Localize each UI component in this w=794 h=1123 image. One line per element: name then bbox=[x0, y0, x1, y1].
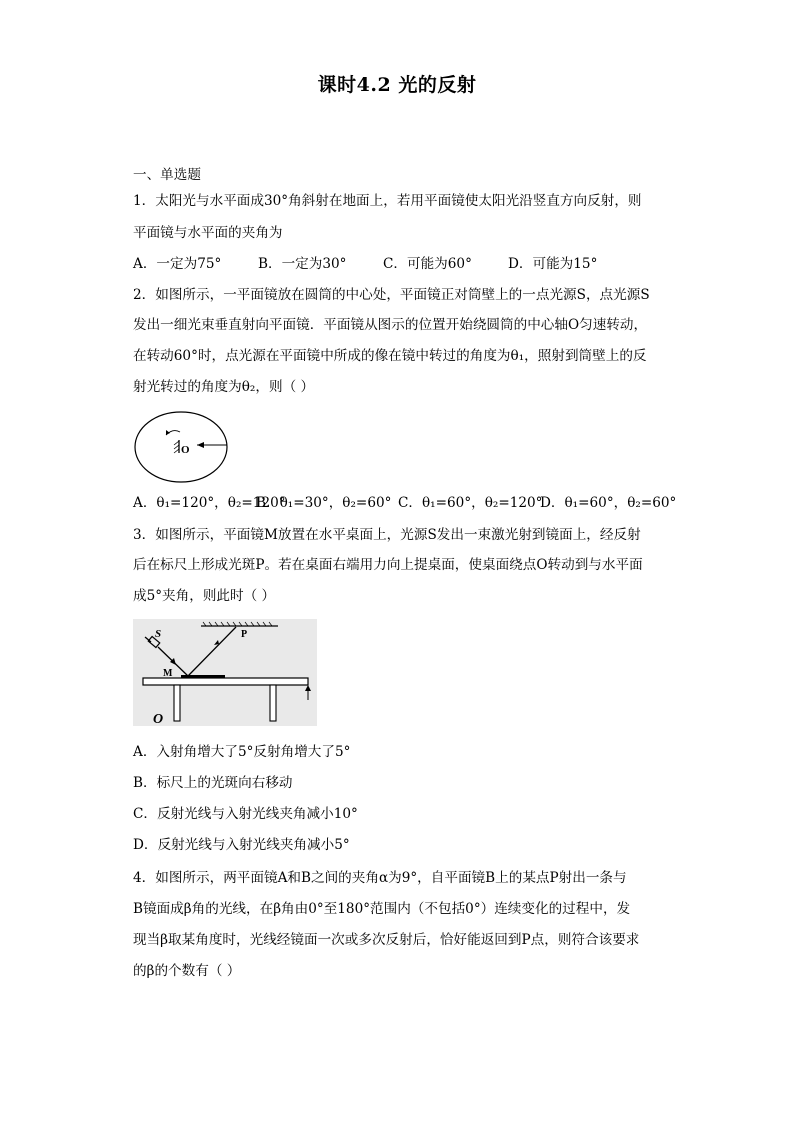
q1-line2: 平面镜与水平面的夹角为 bbox=[133, 225, 283, 241]
q4-line4: 的β的个数有（ ） bbox=[133, 963, 241, 979]
figure2-label-p: P bbox=[241, 629, 248, 640]
q3-option-c: C．反射光线与入射光线夹角减小10° bbox=[133, 806, 358, 822]
q1-line1: 1．太阳光与水平面成30°角斜射在地面上，若用平面镜使太阳光沿竖直方向反射，则 bbox=[133, 193, 642, 209]
q2-options bbox=[133, 494, 676, 512]
q2-option-b: B．θ₁=30°，θ₂=60° bbox=[256, 495, 392, 511]
q3-line3: 成5°夹角，则此时（ ） bbox=[133, 588, 276, 604]
figure2-label-s: S bbox=[155, 628, 162, 640]
figure2-label-m: M bbox=[163, 668, 173, 679]
section-heading: 一、单选题 bbox=[133, 167, 201, 183]
q1-option-b: B．一定为30° bbox=[258, 256, 347, 272]
q3-option-d: D．反射光线与入射光线夹角减小5° bbox=[133, 837, 350, 853]
figure2-label-o: O bbox=[153, 712, 164, 726]
q2-option-c: C．θ₁=60°，θ₂=120° bbox=[398, 495, 543, 511]
q2-line4: 射光转过的角度为θ₂，则（ ） bbox=[133, 379, 315, 395]
q1-option-d: D．可能为15° bbox=[508, 256, 598, 272]
table-mirror-figure bbox=[133, 619, 317, 726]
q4-line1: 4．如图所示，两平面镜A和B之间的夹角α为9°，自平面镜B上的某点P射出一条与 bbox=[133, 870, 627, 886]
q4-line2: B镜面成β角的光线，在β角由0°至180°范围内（不包括0°）连续变化的过程中，发 bbox=[133, 901, 631, 917]
q1-option-c: C．可能为60° bbox=[383, 256, 472, 272]
q3-line2: 后在标尺上形成光斑P。若在桌面右端用力向上提桌面，使桌面绕点O转动到与水平面 bbox=[133, 557, 643, 573]
q4-line3: 现当β取某角度时，光线经镜面一次或多次反射后，恰好能返回到P点，则符合该要求 bbox=[133, 932, 640, 948]
q2-option-d: D．θ₁=60°，θ₂=60° bbox=[540, 495, 677, 511]
q1-options bbox=[133, 255, 597, 273]
q2-option-a: A．θ₁=120°，θ₂=120° bbox=[133, 495, 286, 511]
cylinder-mirror-figure bbox=[133, 410, 231, 485]
q3-line1: 3．如图所示，平面镜M放置在水平桌面上，光源S发出一束激光射到镜面上，经反射 bbox=[133, 527, 641, 543]
q2-line2: 发出一细光束垂直射向平面镜．平面镜从图示的位置开始绕圆筒的中心轴O匀速转动， bbox=[133, 317, 648, 333]
q3-option-a: A．入射角增大了5°反射角增大了5° bbox=[133, 744, 351, 760]
q3-option-b: B．标尺上的光斑向右移动 bbox=[133, 775, 293, 791]
q2-line3: 在转动60°时，点光源在平面镜中所成的像在镜中转过的角度为θ₁，照射到筒壁上的反 bbox=[133, 348, 647, 364]
page-title: 课时4.2 光的反射 bbox=[317, 74, 477, 96]
q2-line1: 2．如图所示，一平面镜放在圆筒的中心处，平面镜正对筒壁上的一点光源S，点光源S bbox=[133, 287, 650, 303]
q1-option-a: A．一定为75° bbox=[133, 256, 222, 272]
figure1-label-o: O bbox=[181, 444, 190, 456]
